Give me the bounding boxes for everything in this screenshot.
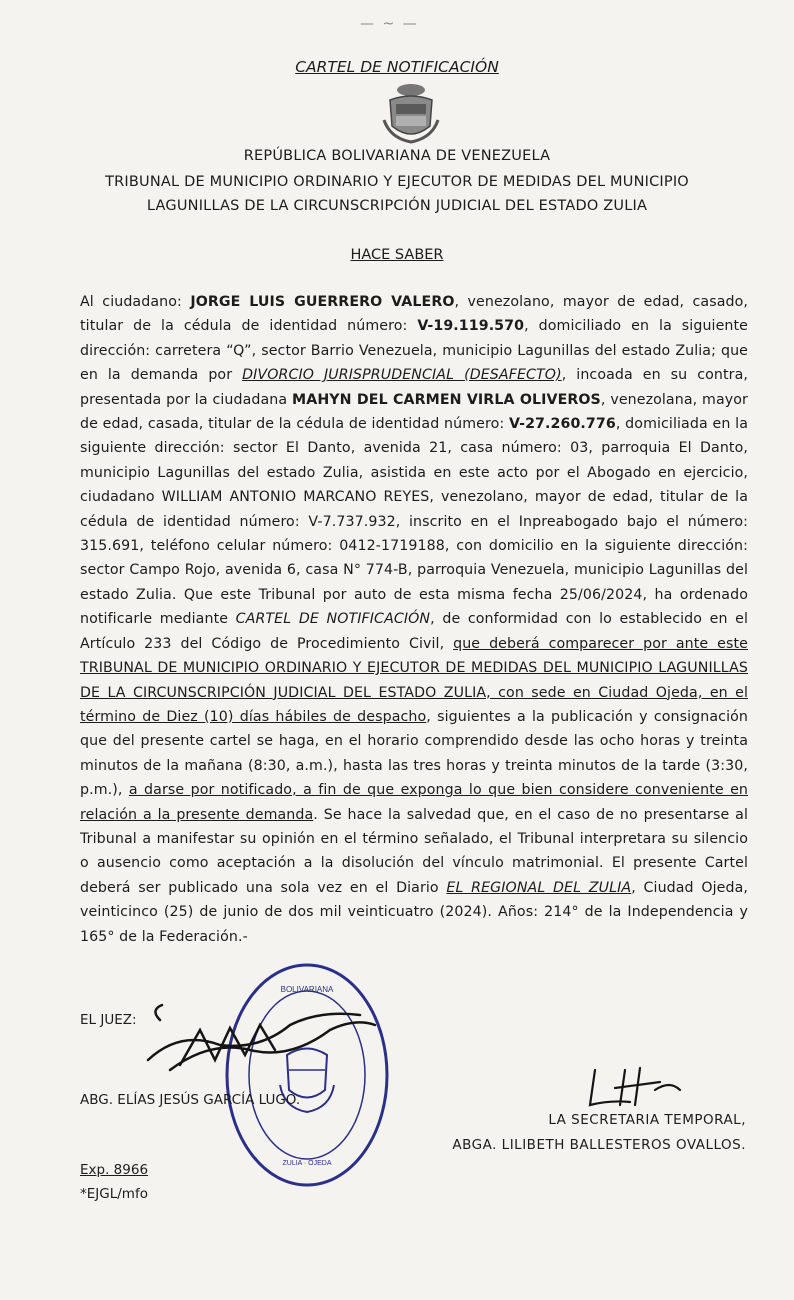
judge-signature [140,990,380,1090]
body-text: . Se hace la salvedad que, en el caso de no presentarse al Tribunal a manifestar su opinión en el término señalado, el Tribunal interpretara su silencio o ausencio como aceptación a la disolución del vínculo matrimonial. El presente Cartel deberá ser publicado una sola vez en el Diario [80,806,748,896]
header-line-3: LAGUNILLAS DE LA CIRCUNSCRIPCIÓN JUDICIAL DEL ESTADO ZULIA [146,198,648,214]
secretary-label: LA SECRETARIA TEMPORAL, [548,1112,746,1128]
appearance-clause: que deberá comparecer por ante este TRIBUNAL DE MUNICIPIO ORDINARIO Y EJECUTOR DE MEDIDAS DEL MUNICIPIO LAGUNILLAS DE LA CIRCUNSCRIPCIÓN JUDICIAL DEL ESTADO ZULIA, con sede en Ciudad Ojeda, en el término de Diez (10) días hábiles de despacho [80,635,748,725]
defendant-id: V-19.119.570 [417,318,525,335]
body-text: , venezolana, mayor de edad, casada, titular de la cédula de identidad número: [80,391,748,433]
judge-label: EL JUEZ: [80,1012,137,1028]
body-text: , domiciliada en la siguiente dirección: sector El Danto, avenida 21, casa número: 03, parroquia El Danto, municipio Lagunillas del estado Zulia, asistida en este acto por el Abogado en ejercicio, ciudadano WILLIAM ANTONIO MARCANO REYES, venezolano, mayor de edad, titular de la cédula de identidad número: V-7.737.932, inscrito en el Inpreabogado bajo el número: 315.691, teléfono celular número: 0412-1719188, con domicilio en la siguiente dirección: sector Campo Rojo, avenida 6, casa N° 774-B, parroquia Venezuela, municipio Lagunillas del estado Zulia. Que este Tribunal por auto de esta misma fecha 25/06/2024, ha ordenado notificarle mediante [80,416,749,628]
case-type: DIVORCIO JURISPRUDENCIAL (DESAFECTO) [242,367,562,384]
expediente-number: Exp. 8966 [80,1162,149,1178]
judge-name: ABG. ELÍAS JESÚS GARCÍA LUGO. [80,1092,301,1108]
header-line-2: TRIBUNAL DE MUNICIPIO ORDINARIO Y EJECUTOR DE MEDIDAS DEL MUNICIPIO [105,174,689,190]
newspaper-name: EL REGIONAL DEL ZULIA [446,879,632,896]
notification-body [80,290,748,949]
cartel-reference: CARTEL DE NOTIFICACIÓN [235,611,431,628]
body-text: , siguientes a la publicación y consignación que del presente cartel se haga, en el horario comprendido desde las ocho horas y treinta minutos de la mañana (8:30, a.m.), hasta las tres horas y treinta minutos de la tarde (3:30, p.m.), [80,708,748,799]
header-line-1: REPÚBLICA BOLIVARIANA DE VENEZUELA [243,148,551,164]
body-text: , incoada en su contra, presentada por la ciudadana [80,367,748,408]
transcriber-initials: *EJGL/mfo [80,1186,148,1202]
coat-of-arms-icon [380,80,442,144]
defendant-name: JORGE LUIS GUERRERO VALERO [190,294,455,310]
document-title: CARTEL DE NOTIFICACIÓN [295,58,499,76]
body-text: , de conformidad con lo establecido en el Artículo 233 del Código de Procedimiento Civil, [80,611,748,652]
hace-saber-heading: HACE SABER [350,247,444,263]
secretary-name: ABGA. LILIBETH BALLESTEROS OVALLOS. [452,1137,746,1153]
body-text: , venezolano, mayor de edad, casado, titular de la cédula de identidad número: [80,294,748,335]
plaintiff-id: V-27.260.776 [509,416,616,433]
plaintiff-name: MAHYN DEL CARMEN VIRLA OLIVEROS [292,391,601,408]
secretary-signature [580,1060,690,1120]
notification-clause: a darse por notificado, a fin de que exponga lo que bien considere conveniente en relación a la presente demanda [80,782,748,823]
svg-text:BOLIVARIANA: BOLIVARIANA [280,985,334,994]
svg-text:ZULIA · OJEDA: ZULIA · OJEDA [282,1160,332,1167]
body-text: Al ciudadano: [80,294,191,310]
scan-mark: — ~ — [360,16,419,32]
body-text: , Ciudad Ojeda, veinticinco (25) de junio de dos mil veinticuatro (2024). Años: 214° de la Independencia y 165° de la Federación.- [80,879,749,945]
body-text: , domiciliado en la siguiente dirección: carretera “Q”, sector Barrio Venezuela, municipio Lagunillas del estado Zulia; que en la demanda por [80,318,748,384]
